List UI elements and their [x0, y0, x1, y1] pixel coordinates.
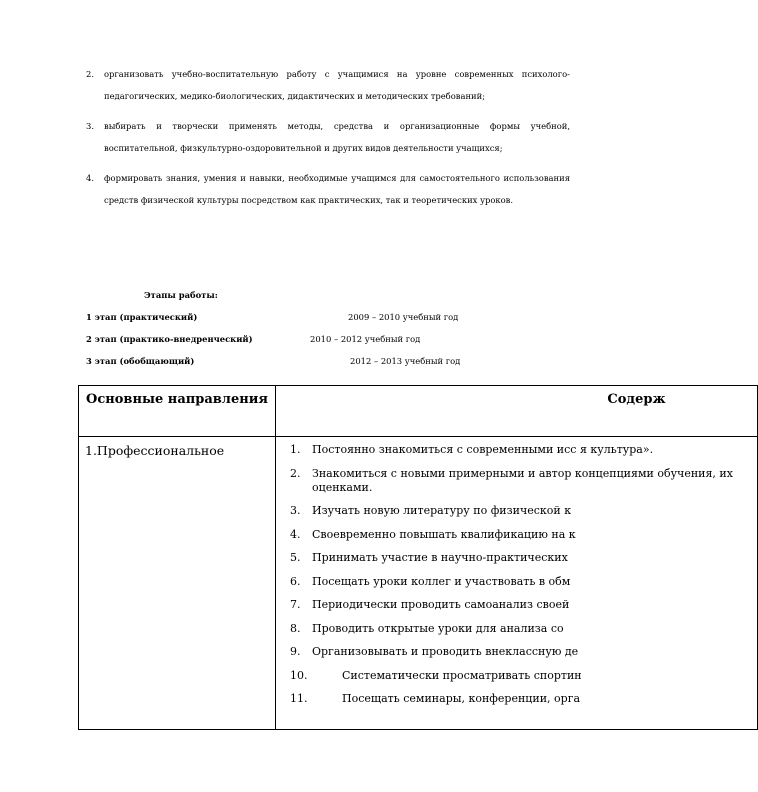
- stage-row: [86, 312, 459, 322]
- content-text: Изучать новую литературу по физической к: [312, 504, 572, 517]
- list-number: 3.: [86, 121, 94, 131]
- stage-name: 2 этап (практико-внедренческий): [86, 334, 253, 344]
- list-item: [86, 116, 570, 159]
- content-text: Посещать уроки коллег и участвовать в обм: [312, 574, 571, 588]
- content-item: [290, 575, 757, 589]
- content-number: 7.: [290, 598, 301, 611]
- stage-name: 3 этап (обобщающий): [86, 356, 195, 366]
- list-text: формировать знания, умения и навыки, необходимые учащимся для самостоятельного использования средств физической культуры посредством как практических, так и теоретических уроков.: [104, 173, 570, 205]
- stage-years: 2009 – 2010 учебный год: [348, 312, 459, 322]
- stage-row: [86, 334, 421, 344]
- list-text: организовать учебно-воспитательную работу с учащимися на уровне современных психолого-педагогических, медико-биологических, дидактических и методических требований;: [104, 69, 570, 101]
- header-content: [276, 386, 758, 437]
- content-text: Посещать семинары, конференции, орга: [342, 692, 581, 705]
- content-number: 9.: [290, 645, 301, 658]
- content-cell: [276, 437, 758, 730]
- content-item: [290, 504, 757, 518]
- content-item: [290, 645, 757, 659]
- goals-list: [86, 64, 570, 220]
- content-text: Периодически проводить самоанализ своей: [312, 598, 570, 611]
- content-number: 2.: [290, 466, 301, 480]
- content-number: 4.: [290, 527, 301, 541]
- content-item: [290, 598, 757, 612]
- list-text: выбирать и творчески применять методы, средства и организационные формы учебной, воспитательной, физкультурно-оздоровительной и других видов деятельности учащихся;: [104, 121, 570, 153]
- content-text: Организовывать и проводить внеклассную де: [312, 645, 579, 658]
- stage-row: [86, 356, 461, 366]
- content-number: 6.: [290, 574, 301, 588]
- content-item: [290, 669, 757, 683]
- list-item: [86, 168, 570, 211]
- content-number: 3.: [290, 504, 301, 517]
- stage-name: 1 этап (практический): [86, 312, 198, 322]
- list-number: 4.: [86, 173, 94, 183]
- content-item: [290, 551, 757, 565]
- content-text: Знакомиться с новыми примерными и автор концепциями обучения, их оценками.: [312, 466, 733, 494]
- content-text: Принимать участие в научно-практических: [312, 551, 568, 564]
- direction-cell: 1.Профессиональное: [79, 437, 276, 730]
- stages-title: Этапы работы:: [144, 290, 218, 300]
- content-text: Постоянно знакомиться с современными исс я культура».: [312, 443, 654, 456]
- content-number: 11.: [290, 692, 308, 705]
- content-number: 10.: [290, 668, 308, 682]
- stage-years: 2012 – 2013 учебный год: [350, 356, 461, 366]
- content-number: 8.: [290, 621, 301, 635]
- list-item: [86, 64, 570, 107]
- content-text: Своевременно повышать квалификацию на к: [312, 527, 576, 541]
- directions-table: [78, 385, 733, 725]
- content-number: 1.: [290, 443, 301, 456]
- content-text: Проводить открытые уроки для анализа со: [312, 621, 564, 635]
- content-item: [290, 467, 757, 495]
- content-text: Систематически просматривать спортин: [342, 668, 582, 682]
- content-item: [290, 443, 757, 457]
- list-number: 2.: [86, 69, 94, 79]
- content-number: 5.: [290, 551, 301, 564]
- stage-years: 2010 – 2012 учебный год: [310, 334, 421, 344]
- content-item: [290, 692, 757, 706]
- header-directions: Основные направления: [79, 386, 276, 437]
- header-content-label: Содерж: [607, 392, 666, 407]
- content-item: [290, 528, 757, 542]
- content-item: [290, 622, 757, 636]
